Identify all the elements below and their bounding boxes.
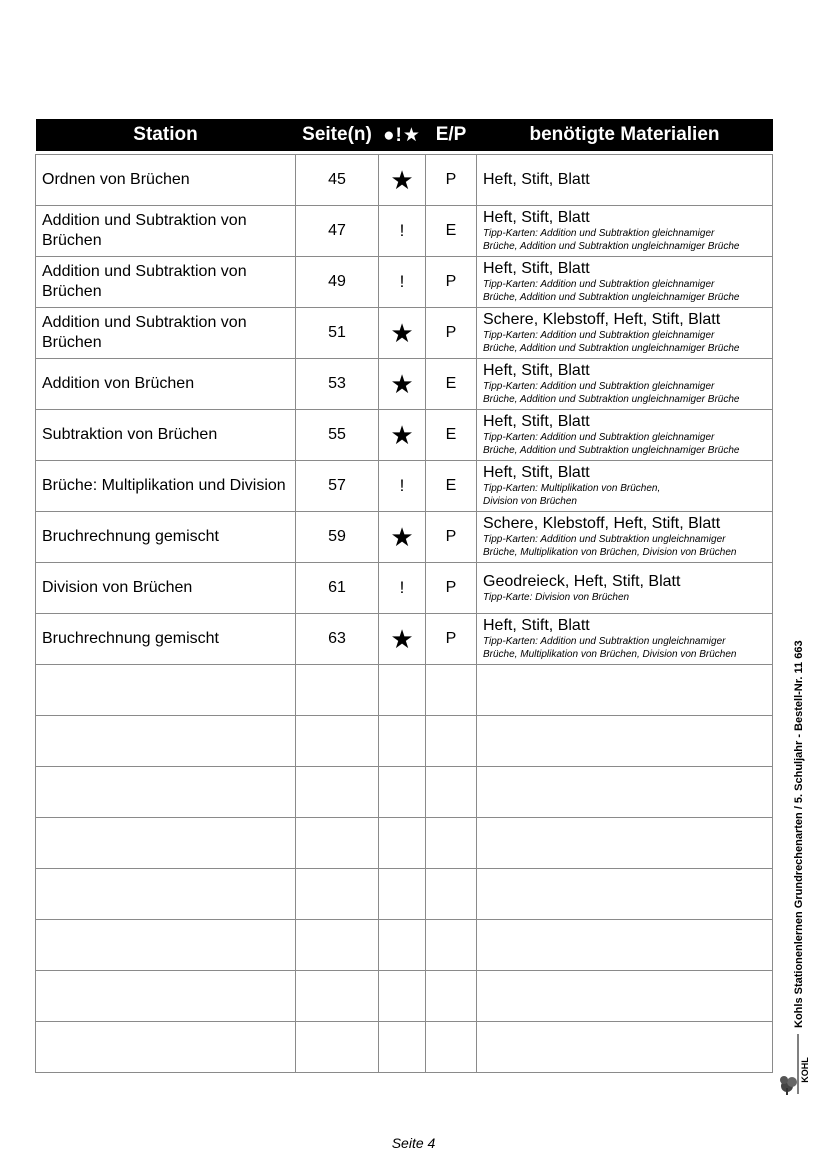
materials-cell bbox=[477, 818, 773, 869]
symbol-cell bbox=[379, 767, 426, 818]
ep-cell bbox=[426, 818, 477, 869]
materials-main: Heft, Stift, Blatt bbox=[483, 617, 590, 634]
page-cell: 59 bbox=[296, 512, 379, 563]
materials-cell bbox=[477, 1022, 773, 1073]
page-cell bbox=[296, 818, 379, 869]
materials-main: Heft, Stift, Blatt bbox=[483, 171, 590, 188]
exclamation-icon: ! bbox=[399, 221, 405, 240]
table-row bbox=[36, 665, 773, 716]
ep-cell: P bbox=[426, 614, 477, 665]
tip-card-note: Tipp-Karten: Addition und Subtraktion gleichnamiger bbox=[483, 432, 715, 443]
symbol-cell bbox=[379, 563, 426, 614]
page-cell: 47 bbox=[296, 206, 379, 257]
materials-main: Schere, Klebstoff, Heft, Stift, Blatt bbox=[483, 311, 721, 328]
station-cell bbox=[36, 971, 296, 1022]
materials-cell bbox=[477, 461, 773, 512]
tip-card-note: Tipp-Karten: Addition und Subtraktion ungleichnamiger bbox=[483, 534, 726, 545]
tip-card-note: Tipp-Karten: Addition und Subtraktion gleichnamiger bbox=[483, 330, 715, 341]
station-table bbox=[35, 119, 773, 1073]
materials-cell bbox=[477, 257, 773, 308]
table-row bbox=[36, 155, 773, 206]
page-cell: 49 bbox=[296, 257, 379, 308]
symbol-cell bbox=[379, 308, 426, 359]
materials-cell bbox=[477, 614, 773, 665]
tip-card-note: Division von Brüchen bbox=[483, 496, 577, 507]
symbol-cell bbox=[379, 359, 426, 410]
svg-text:KOHL: KOHL bbox=[800, 1057, 810, 1083]
table-row bbox=[36, 869, 773, 920]
page-cell: 51 bbox=[296, 308, 379, 359]
tip-card-note: Brüche, Addition und Subtraktion ungleichnamiger Brüche bbox=[483, 343, 740, 354]
page-cell: 53 bbox=[296, 359, 379, 410]
symbol-cell bbox=[379, 665, 426, 716]
star-icon: ★ bbox=[390, 368, 414, 399]
page-cell bbox=[296, 971, 379, 1022]
ep-cell: E bbox=[426, 359, 477, 410]
table-row bbox=[36, 563, 773, 614]
materials-cell bbox=[477, 716, 773, 767]
page-number: Seite 4 bbox=[391, 1135, 436, 1151]
tree-logo-icon bbox=[778, 1030, 814, 1096]
ep-cell: P bbox=[426, 155, 477, 206]
symbol-cell bbox=[379, 818, 426, 869]
table-header-row bbox=[36, 119, 773, 151]
table-row bbox=[36, 257, 773, 308]
page-cell bbox=[296, 767, 379, 818]
page-cell: 45 bbox=[296, 155, 379, 206]
ep-cell bbox=[426, 1022, 477, 1073]
page-cell bbox=[296, 1022, 379, 1073]
station-cell: Subtraktion von Brüchen bbox=[36, 410, 296, 461]
station-cell bbox=[36, 665, 296, 716]
materials-main: Heft, Stift, Blatt bbox=[483, 209, 590, 226]
page-cell: 55 bbox=[296, 410, 379, 461]
ep-cell: P bbox=[426, 563, 477, 614]
table-row bbox=[36, 614, 773, 665]
star-icon: ★ bbox=[390, 521, 414, 552]
materials-cell bbox=[477, 512, 773, 563]
station-cell: Ordnen von Brüchen bbox=[36, 155, 296, 206]
symbol-cell bbox=[379, 206, 426, 257]
materials-cell bbox=[477, 869, 773, 920]
ep-cell bbox=[426, 767, 477, 818]
publisher-info-text: Kohls Stationenlernen Grundrechenarten / 5. Schuljahr - Bestell-Nr. 11 663 bbox=[793, 640, 805, 1028]
table-row bbox=[36, 206, 773, 257]
header-station: Station bbox=[36, 119, 296, 151]
star-icon: ★ bbox=[390, 164, 414, 195]
ep-cell: P bbox=[426, 512, 477, 563]
materials-main: Geodreieck, Heft, Stift, Blatt bbox=[483, 572, 681, 590]
materials-cell bbox=[477, 206, 773, 257]
station-cell: Brüche: Multiplikation und Division bbox=[36, 461, 296, 512]
header-ep: E/P bbox=[426, 119, 477, 151]
station-cell bbox=[36, 767, 296, 818]
tip-card-note: Tipp-Karten: Addition und Subtraktion gleichnamiger bbox=[483, 381, 715, 392]
ep-cell: P bbox=[426, 308, 477, 359]
materials-cell bbox=[477, 410, 773, 461]
symbol-cell bbox=[379, 971, 426, 1022]
table-row bbox=[36, 920, 773, 971]
page-cell bbox=[296, 716, 379, 767]
materials-cell bbox=[477, 971, 773, 1022]
table-row bbox=[36, 716, 773, 767]
exclamation-icon: ! bbox=[399, 272, 405, 291]
station-cell bbox=[36, 1022, 296, 1073]
station-cell bbox=[36, 920, 296, 971]
materials-cell bbox=[477, 767, 773, 818]
station-cell bbox=[36, 716, 296, 767]
tip-card-note: Brüche, Multiplikation von Brüchen, Division von Brüchen bbox=[483, 649, 737, 660]
symbol-cell bbox=[379, 1022, 426, 1073]
symbol-cell bbox=[379, 869, 426, 920]
star-icon: ★ bbox=[390, 419, 414, 450]
symbol-cell bbox=[379, 512, 426, 563]
tip-card-note: Brüche, Multiplikation von Brüchen, Division von Brüchen bbox=[483, 547, 737, 558]
exclamation-icon: ! bbox=[399, 476, 405, 495]
tip-card-note: Brüche, Addition und Subtraktion ungleichnamiger Brüche bbox=[483, 445, 740, 456]
star-icon: ★ bbox=[390, 623, 414, 654]
ep-cell: E bbox=[426, 206, 477, 257]
table-row bbox=[36, 461, 773, 512]
page-cell: 57 bbox=[296, 461, 379, 512]
symbol-cell bbox=[379, 155, 426, 206]
materials-main: Heft, Stift, Blatt bbox=[483, 362, 590, 379]
tip-card-note: Tipp-Karten: Multiplikation von Brüchen, bbox=[483, 483, 661, 494]
materials-main: Heft, Stift, Blatt bbox=[483, 413, 590, 430]
page-cell bbox=[296, 869, 379, 920]
tip-card-note: Tipp-Karten: Addition und Subtraktion gleichnamiger bbox=[483, 228, 715, 239]
ep-cell: P bbox=[426, 257, 477, 308]
tip-card-note: Brüche, Addition und Subtraktion ungleichnamiger Brüche bbox=[483, 292, 740, 303]
header-page: Seite(n) bbox=[296, 119, 379, 151]
station-cell: Addition und Subtraktion von Brüchen bbox=[36, 308, 296, 359]
materials-cell bbox=[477, 308, 773, 359]
header-materials: benötigte Materialien bbox=[477, 119, 773, 151]
materials-cell bbox=[477, 665, 773, 716]
tip-card-note: Brüche, Addition und Subtraktion ungleichnamiger Brüche bbox=[483, 241, 740, 252]
ep-cell bbox=[426, 920, 477, 971]
station-cell: Bruchrechnung gemischt bbox=[36, 614, 296, 665]
publisher-sidebar bbox=[793, 598, 813, 1028]
page-cell: 63 bbox=[296, 614, 379, 665]
symbol-cell bbox=[379, 614, 426, 665]
symbol-cell bbox=[379, 257, 426, 308]
page-cell: 61 bbox=[296, 563, 379, 614]
table-row bbox=[36, 512, 773, 563]
symbol-cell bbox=[379, 461, 426, 512]
star-icon: ★ bbox=[390, 317, 414, 348]
station-cell: Division von Brüchen bbox=[36, 563, 296, 614]
tip-card-note: Tipp-Karten: Addition und Subtraktion gleichnamiger bbox=[483, 279, 715, 290]
ep-cell bbox=[426, 665, 477, 716]
ep-cell: E bbox=[426, 461, 477, 512]
materials-cell bbox=[477, 563, 773, 614]
materials-cell bbox=[477, 155, 773, 206]
symbol-cell bbox=[379, 410, 426, 461]
ep-cell: E bbox=[426, 410, 477, 461]
station-cell bbox=[36, 869, 296, 920]
station-cell: Addition und Subtraktion von Brüchen bbox=[36, 257, 296, 308]
station-cell bbox=[36, 818, 296, 869]
symbol-cell bbox=[379, 716, 426, 767]
materials-cell bbox=[477, 359, 773, 410]
ep-cell bbox=[426, 716, 477, 767]
tip-card-note: Tipp-Karte: Division von Brüchen bbox=[483, 591, 630, 603]
ep-cell bbox=[426, 971, 477, 1022]
tip-card-note: Brüche, Addition und Subtraktion ungleichnamiger Brüche bbox=[483, 394, 740, 405]
station-cell: Addition von Brüchen bbox=[36, 359, 296, 410]
table-row bbox=[36, 818, 773, 869]
table-row bbox=[36, 359, 773, 410]
station-cell: Bruchrechnung gemischt bbox=[36, 512, 296, 563]
table-row bbox=[36, 1022, 773, 1073]
exclamation-icon: ! bbox=[399, 578, 405, 597]
table-row bbox=[36, 767, 773, 818]
materials-main: Heft, Stift, Blatt bbox=[483, 464, 590, 481]
ep-cell bbox=[426, 869, 477, 920]
symbol-cell bbox=[379, 920, 426, 971]
materials-cell bbox=[477, 920, 773, 971]
table-row bbox=[36, 308, 773, 359]
publisher-logo bbox=[778, 1030, 814, 1096]
page-cell bbox=[296, 665, 379, 716]
header-symbols: ●!★ bbox=[379, 119, 426, 151]
materials-main: Schere, Klebstoff, Heft, Stift, Blatt bbox=[483, 515, 721, 532]
tip-card-note: Tipp-Karten: Addition und Subtraktion ungleichnamiger bbox=[483, 636, 726, 647]
materials-main: Heft, Stift, Blatt bbox=[483, 260, 590, 277]
table-row bbox=[36, 410, 773, 461]
station-table-sheet bbox=[35, 119, 772, 1073]
table-row bbox=[36, 971, 773, 1022]
station-cell: Addition und Subtraktion von Brüchen bbox=[36, 206, 296, 257]
page-cell bbox=[296, 920, 379, 971]
